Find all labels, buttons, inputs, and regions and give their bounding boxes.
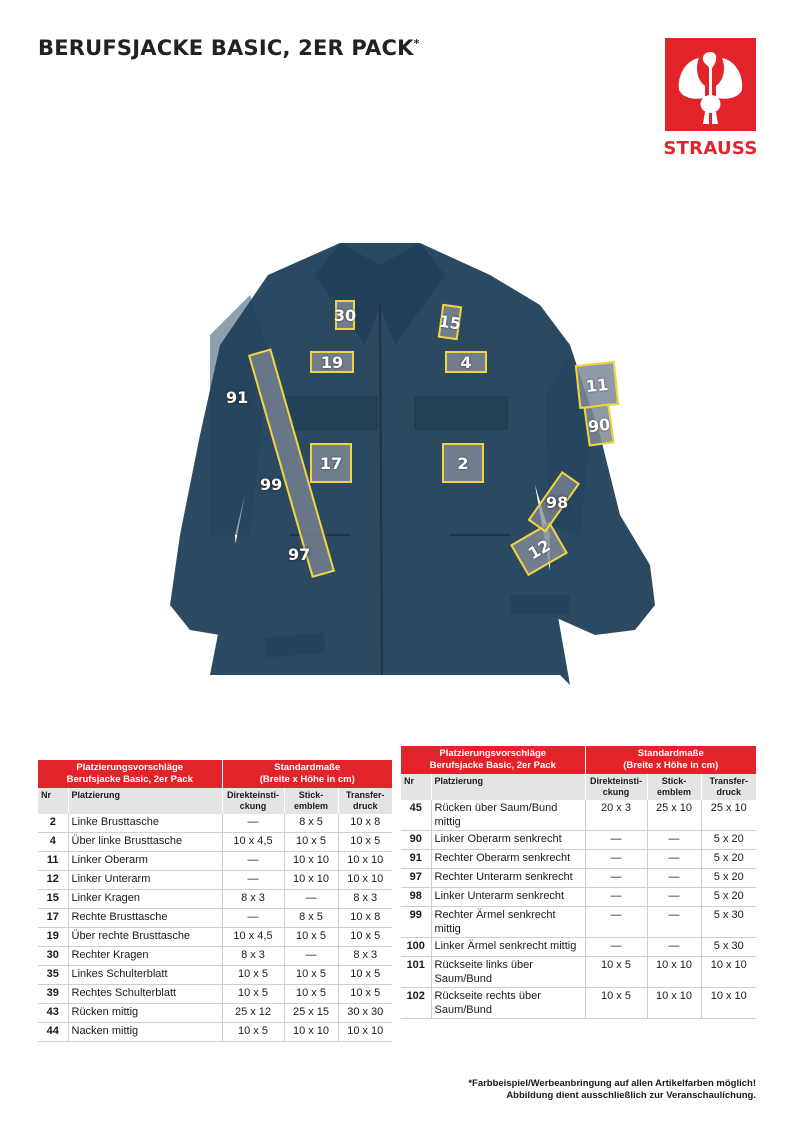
row-placement: Rechte Brusttasche [68, 909, 222, 928]
table-header-placement-group: Platzierungsvorschläge Berufsjacke Basic, 2er Pack [401, 746, 585, 774]
row-stickemblem: 25 x 10 [647, 800, 701, 831]
placement-table-left [38, 760, 392, 1042]
row-direkteinstickung: — [222, 871, 284, 890]
table-row [401, 938, 756, 957]
column-header-placement: Platzierung [431, 774, 585, 800]
row-placement: Linker Kragen [68, 890, 222, 909]
row-stickemblem: 8 x 5 [284, 814, 338, 833]
row-transferdruck: 5 x 20 [701, 831, 756, 850]
brand-name: STRAUSS [663, 138, 758, 159]
row-placement: Rücken mittig [68, 1004, 222, 1023]
row-direkteinstickung: — [585, 831, 647, 850]
row-direkteinstickung: 10 x 5 [222, 966, 284, 985]
row-direkteinstickung: — [222, 814, 284, 833]
table-row [38, 947, 392, 966]
placement-tag-12: 12 [510, 522, 568, 576]
table-row [401, 800, 756, 831]
row-placement: Nacken mittig [68, 1023, 222, 1042]
table-header-dimensions-group: Standardmaße (Breite x Höhe in cm) [585, 746, 756, 774]
strauss-logo [665, 38, 756, 131]
row-transferdruck: 10 x 10 [701, 957, 756, 988]
row-direkteinstickung: 8 x 3 [222, 890, 284, 909]
row-transferdruck: 8 x 3 [338, 947, 392, 966]
row-direkteinstickung: 20 x 3 [585, 800, 647, 831]
row-transferdruck: 10 x 5 [338, 928, 392, 947]
row-stickemblem: 10 x 10 [647, 957, 701, 988]
row-placement: Linker Unterarm senkrecht [431, 888, 585, 907]
jacket-image [150, 235, 670, 690]
row-placement: Rechter Ärmel senkrecht mittig [431, 907, 585, 938]
column-header-placement: Platzierung [68, 788, 222, 814]
row-placement: Rückseite rechts über Saum/Bund [431, 988, 585, 1019]
column-header-transferdruck: Transfer- druck [701, 774, 756, 800]
placement-tag-2: 2 [442, 443, 484, 483]
row-direkteinstickung: — [585, 888, 647, 907]
table-row [38, 1004, 392, 1023]
row-transferdruck: 5 x 20 [701, 850, 756, 869]
page-title: BERUFSJACKE BASIC, 2ER PACK* [38, 36, 420, 60]
row-stickemblem: 10 x 10 [284, 852, 338, 871]
table-row [38, 833, 392, 852]
row-nr: 4 [38, 833, 68, 852]
row-direkteinstickung: — [585, 869, 647, 888]
row-direkteinstickung: 8 x 3 [222, 947, 284, 966]
table-row [38, 814, 392, 833]
row-stickemblem: 10 x 5 [284, 833, 338, 852]
table-row [401, 907, 756, 938]
row-nr: 44 [38, 1023, 68, 1042]
row-transferdruck: 5 x 30 [701, 907, 756, 938]
placement-tag-90: 90 [583, 403, 614, 446]
placement-tag-91: 91 [226, 388, 249, 407]
placement-tag-11: 11 [575, 361, 619, 409]
row-transferdruck: 5 x 20 [701, 869, 756, 888]
row-stickemblem: — [647, 907, 701, 938]
row-nr: 91 [401, 850, 431, 869]
row-direkteinstickung: 10 x 5 [585, 988, 647, 1019]
table-row [401, 850, 756, 869]
row-nr: 30 [38, 947, 68, 966]
table-row [401, 869, 756, 888]
placement-tag-99: 99 [260, 475, 283, 494]
row-nr: 39 [38, 985, 68, 1004]
table-row [401, 957, 756, 988]
column-header-stickemblem: Stick- emblem [284, 788, 338, 814]
column-header-nr: Nr [401, 774, 431, 800]
placement-tag-19: 19 [310, 351, 354, 373]
placement-tag-98-label: 98 [546, 493, 569, 512]
placement-table-right [401, 746, 756, 1019]
row-placement: Linke Brusttasche [68, 814, 222, 833]
table-row [38, 909, 392, 928]
row-placement: Rechter Kragen [68, 947, 222, 966]
row-nr: 90 [401, 831, 431, 850]
row-nr: 19 [38, 928, 68, 947]
column-header-direkteinstickung: Direkteinsti- ckung [222, 788, 284, 814]
table-row [401, 988, 756, 1019]
row-transferdruck: 5 x 20 [701, 888, 756, 907]
row-nr: 17 [38, 909, 68, 928]
table-row [401, 888, 756, 907]
row-direkteinstickung: — [222, 909, 284, 928]
table-row [38, 966, 392, 985]
table-row [38, 928, 392, 947]
row-transferdruck: 10 x 10 [701, 988, 756, 1019]
row-nr: 43 [38, 1004, 68, 1023]
title-footnote-mark: * [413, 37, 420, 50]
row-nr: 45 [401, 800, 431, 831]
row-transferdruck: 10 x 8 [338, 909, 392, 928]
row-placement: Rücken über Saum/Bund mittig [431, 800, 585, 831]
row-transferdruck: 5 x 30 [701, 938, 756, 957]
row-stickemblem: — [647, 888, 701, 907]
table-row [38, 985, 392, 1004]
row-transferdruck: 10 x 5 [338, 966, 392, 985]
row-nr: 100 [401, 938, 431, 957]
column-header-direkteinstickung: Direkteinsti- ckung [585, 774, 647, 800]
column-header-nr: Nr [38, 788, 68, 814]
row-nr: 101 [401, 957, 431, 988]
row-stickemblem: 10 x 10 [284, 871, 338, 890]
row-direkteinstickung: 10 x 4,5 [222, 928, 284, 947]
placement-tag-97: 97 [288, 545, 311, 564]
row-stickemblem: — [284, 947, 338, 966]
row-nr: 98 [401, 888, 431, 907]
row-direkteinstickung: — [222, 852, 284, 871]
row-placement: Über linke Brusttasche [68, 833, 222, 852]
row-stickemblem: 10 x 10 [284, 1023, 338, 1042]
row-stickemblem: 8 x 5 [284, 909, 338, 928]
row-stickemblem: — [647, 938, 701, 957]
row-transferdruck: 10 x 5 [338, 985, 392, 1004]
row-direkteinstickung: — [585, 907, 647, 938]
row-transferdruck: 10 x 8 [338, 814, 392, 833]
row-nr: 11 [38, 852, 68, 871]
column-header-transferdruck: Transfer- druck [338, 788, 392, 814]
row-nr: 99 [401, 907, 431, 938]
row-nr: 12 [38, 871, 68, 890]
row-nr: 2 [38, 814, 68, 833]
row-stickemblem: 10 x 5 [284, 928, 338, 947]
row-placement: Linker Oberarm [68, 852, 222, 871]
row-stickemblem: 10 x 5 [284, 966, 338, 985]
row-stickemblem: 10 x 10 [647, 988, 701, 1019]
placement-tag-15: 15 [438, 304, 463, 340]
row-placement: Linker Ärmel senkrecht mittig [431, 938, 585, 957]
row-transferdruck: 10 x 5 [338, 833, 392, 852]
footnote [468, 1078, 756, 1102]
row-nr: 35 [38, 966, 68, 985]
row-transferdruck: 10 x 10 [338, 1023, 392, 1042]
ostrich-logo-icon [665, 38, 756, 131]
row-direkteinstickung: 10 x 4,5 [222, 833, 284, 852]
row-placement: Rechter Oberarm senkrecht [431, 850, 585, 869]
row-transferdruck: 25 x 10 [701, 800, 756, 831]
row-transferdruck: 10 x 10 [338, 852, 392, 871]
table-row [38, 871, 392, 890]
footnote-line-1: *Farbbeispiel/Werbeanbringung auf allen Artikelfarben möglich! [468, 1078, 756, 1089]
jacket-illustration [150, 235, 670, 695]
row-direkteinstickung: 10 x 5 [222, 1023, 284, 1042]
placement-tag-17: 17 [310, 443, 352, 483]
row-nr: 97 [401, 869, 431, 888]
row-nr: 15 [38, 890, 68, 909]
row-stickemblem: — [647, 831, 701, 850]
row-direkteinstickung: — [585, 938, 647, 957]
row-placement: Über rechte Brusttasche [68, 928, 222, 947]
row-placement: Rechter Unterarm senkrecht [431, 869, 585, 888]
row-nr: 102 [401, 988, 431, 1019]
column-header-stickemblem: Stick- emblem [647, 774, 701, 800]
placement-tag-4: 4 [445, 351, 487, 373]
placement-tag-30: 30 [335, 300, 355, 330]
footnote-line-2: Abbildung dient ausschließlich zur Veranschaulichung. [506, 1090, 756, 1101]
row-placement: Rückseite links über Saum/Bund [431, 957, 585, 988]
row-placement: Linker Unterarm [68, 871, 222, 890]
row-stickemblem: — [647, 869, 701, 888]
row-placement: Rechtes Schulterblatt [68, 985, 222, 1004]
table-header-dimensions-group: Standardmaße (Breite x Höhe in cm) [222, 760, 392, 788]
row-stickemblem: — [284, 890, 338, 909]
row-stickemblem: 25 x 15 [284, 1004, 338, 1023]
row-direkteinstickung: 25 x 12 [222, 1004, 284, 1023]
row-transferdruck: 10 x 10 [338, 871, 392, 890]
table-row [38, 1023, 392, 1042]
row-stickemblem: — [647, 850, 701, 869]
table-row [38, 852, 392, 871]
table-row [401, 831, 756, 850]
table-header-placement-group: Platzierungsvorschläge Berufsjacke Basic, 2er Pack [38, 760, 222, 788]
row-transferdruck: 8 x 3 [338, 890, 392, 909]
row-placement: Linkes Schulterblatt [68, 966, 222, 985]
row-direkteinstickung: 10 x 5 [585, 957, 647, 988]
row-transferdruck: 30 x 30 [338, 1004, 392, 1023]
row-stickemblem: 10 x 5 [284, 985, 338, 1004]
table-row [38, 890, 392, 909]
row-direkteinstickung: 10 x 5 [222, 985, 284, 1004]
row-direkteinstickung: — [585, 850, 647, 869]
row-placement: Linker Oberarm senkrecht [431, 831, 585, 850]
